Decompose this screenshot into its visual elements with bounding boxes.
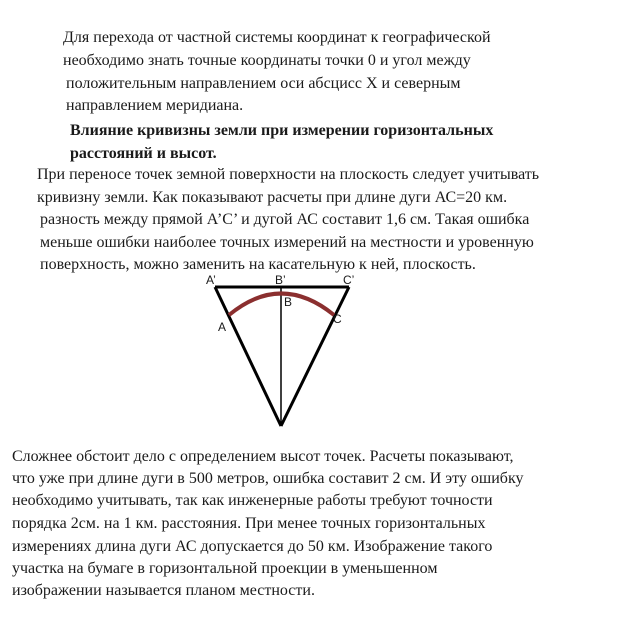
label-a: A [218, 320, 227, 334]
paragraph3-line-7: изображении называется планом местности. [12, 582, 315, 599]
earth-curvature-diagram [200, 268, 370, 438]
paragraph3-line-1: Сложнее обстоит дело с определением высот точек. Расчеты показывают, [12, 448, 514, 465]
section-heading-line-2: расстояний и высот. [70, 145, 217, 162]
paragraph1-line-4: направлением меридиана. [66, 97, 244, 114]
paragraph3-line-6: участка на бумаге в горизонтальной проекции в уменьшенном [12, 560, 438, 577]
section-heading-line-1: Влияние кривизны земли при измерении горизонтальных [70, 122, 494, 139]
paragraph2-line-1: При переносе точек земной поверхности на плоскость следует учитывать [37, 166, 540, 183]
paragraph3-line-5: измерениях длина дуги АС допускается до 50 км. Изображение такого [12, 538, 493, 555]
paragraph2-line-2: кривизну земли. Как показывают расчеты при длине дуги АС=20 км. [37, 189, 508, 206]
paragraph1-line-3: положительным направлением оси абсцисс Х и северным [66, 75, 461, 92]
paragraph3-line-3: необходимо учитывать, так как инженерные работы требуют точности [12, 492, 493, 509]
label-a-prime: A’ [206, 273, 216, 287]
left-radius-line [215, 287, 281, 426]
label-c-prime: C’ [343, 273, 355, 287]
paragraph1-line-1: Для перехода от частной системы координат к географической [63, 29, 491, 46]
label-c: C [333, 312, 342, 326]
paragraph1-line-2: необходимо знать точные координаты точки 0 и угол между [63, 52, 471, 69]
paragraph2-line-5: поверхность, можно заменить на касательную к ней, плоскость. [40, 256, 476, 273]
paragraph2-line-4: меньше ошибки наиболее точных измерений на местности и уровенную [40, 234, 534, 251]
paragraph3-line-4: порядка 2см. на 1 км. расстояния. При менее точных горизонтальных [12, 515, 486, 532]
label-b-prime: B’ [275, 273, 286, 287]
paragraph2-line-3: разность между прямой А’С’ и дугой АС составит 1,6 см. Такая ошибка [40, 211, 530, 228]
paragraph3-line-2: что уже при длине дуги в 500 метров, ошибка составит 2 см. И эту ошибку [12, 470, 524, 487]
label-b: B [284, 295, 293, 309]
